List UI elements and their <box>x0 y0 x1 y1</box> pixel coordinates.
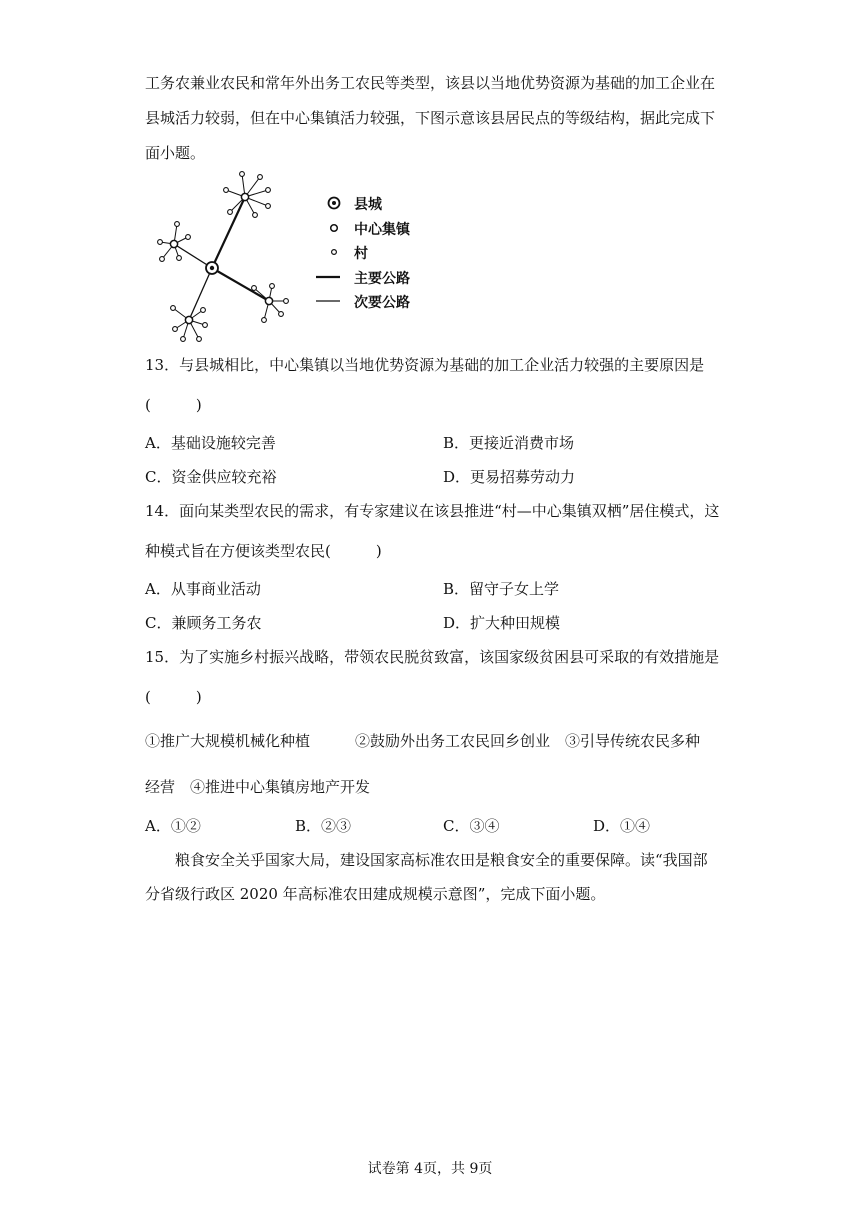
intro-line-1: 工务农兼业农民和常年外出务工农民等类型，该县以当地优势资源为基础的加工企业在 <box>145 74 716 92</box>
legend-secondary-road: 次要公路 <box>354 295 410 311</box>
q14-option-b: B．留守子女上学 <box>443 580 560 598</box>
q13-stem-line-1: 13．与县城相比，中心集镇以当地优势资源为基础的加工企业活力较强的主要原因是 <box>145 356 705 374</box>
q15-option-c: C．③④ <box>443 817 500 835</box>
q14-option-c: C．兼顾务工务农 <box>145 614 262 632</box>
legend-county: 县城 <box>354 197 382 213</box>
legend-town: 中心集镇 <box>354 222 410 238</box>
intro-line-3: 面小题。 <box>145 144 206 162</box>
q14-stem-line-2: 种模式旨在方便该类型农民( ) <box>145 542 382 560</box>
page-footer: 试卷第 4页，共 9页 <box>367 1161 493 1177</box>
q13-stem-line-2: ( ) <box>145 396 202 414</box>
intro-line-2: 县城活力较弱，但在中心集镇活力较强，下图示意该县居民点的等级结构，据此完成下 <box>145 109 716 127</box>
q14-stem-line-1: 14．面向某类型农民的需求，有专家建议在该县推进“村—中心集镇双栖”居住模式，这 <box>145 502 720 520</box>
q15-option-d: D．①④ <box>593 817 651 835</box>
q15-items-line-1: ①推广大规模机械化种植 ②鼓励外出务工农民回乡创业 ③引导传统农民多种 <box>145 732 701 750</box>
q15-option-b: B．②③ <box>295 817 352 835</box>
q14-option-a: A．从事商业活动 <box>145 580 261 598</box>
q13-option-a: A．基础设施较完善 <box>145 434 276 452</box>
q13-option-d: D．更易招募劳动力 <box>443 468 576 486</box>
q15-stem-line-1: 15．为了实施乡村振兴战略，带领农民脱贫致富，该国家级贫困县可采取的有效措施是 <box>145 648 720 666</box>
settlement-hierarchy-figure <box>148 170 418 350</box>
legend-main-road: 主要公路 <box>354 271 410 287</box>
q13-option-b: B．更接近消费市场 <box>443 434 575 452</box>
q15-option-a: A．①② <box>145 817 201 835</box>
next-section-line-1: 粮食安全关乎国家大局，建设国家高标准农田是粮食安全的重要保障。读“我国部 <box>175 851 708 869</box>
q15-items-line-2: 经营 ④推进中心集镇房地产开发 <box>145 778 371 796</box>
next-section-line-2: 分省级行政区 2020 年高标准农田建成规模示意图”，完成下面小题。 <box>145 885 606 903</box>
q15-stem-line-2: ( ) <box>145 688 202 706</box>
legend-village: 村 <box>354 246 368 262</box>
q13-option-c: C．资金供应较充裕 <box>145 468 277 486</box>
q14-option-d: D．扩大种田规模 <box>443 614 561 632</box>
